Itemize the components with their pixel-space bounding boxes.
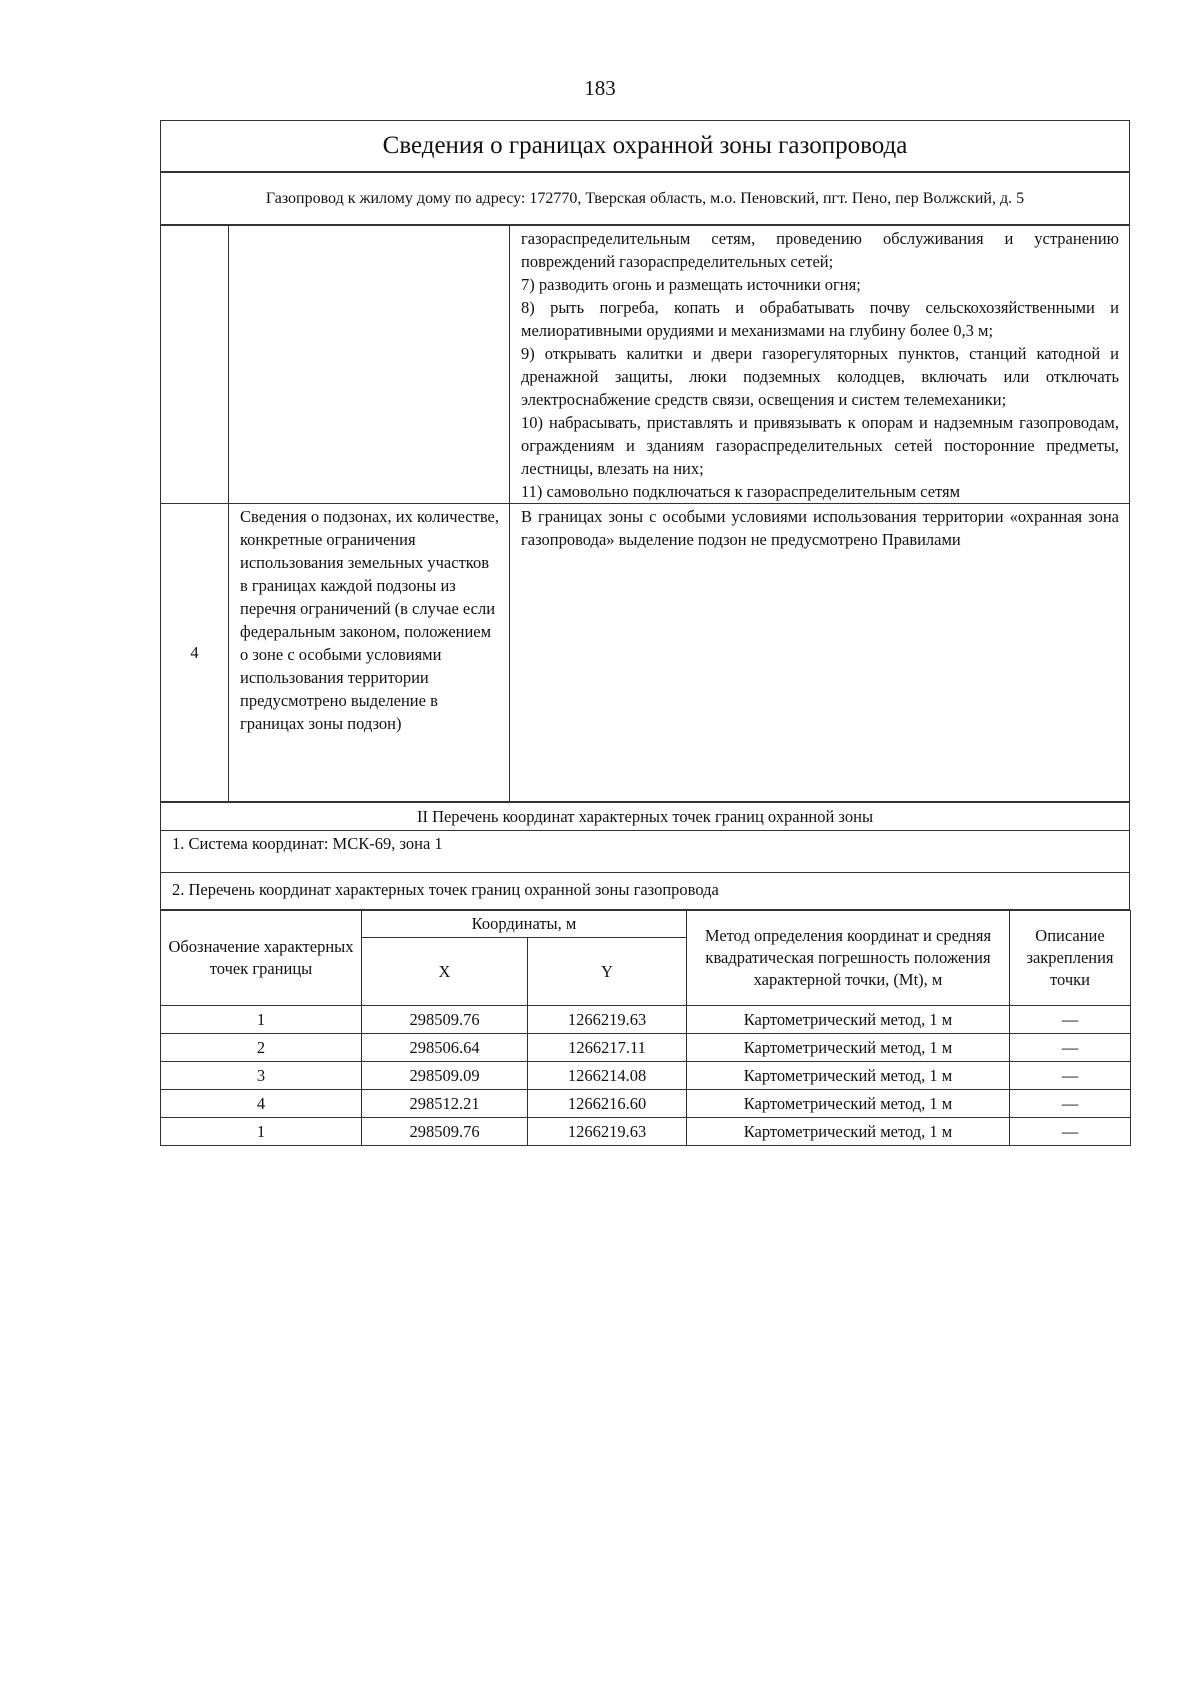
header-point: Обозначение характерных точек границы [161,911,362,1006]
subzone-row [161,504,1130,802]
method: Картометрический метод, 1 м [687,1118,1010,1146]
header-x: X [362,938,528,1006]
row-number: 4 [161,504,229,802]
header-y: Y [528,938,687,1006]
point-id: 2 [161,1034,362,1062]
method: Картометрический метод, 1 м [687,1090,1010,1118]
row-value: В границах зоны с особыми условиями использования территории «охранная зона газопровода» выделение подзон не предусмотрено Правилами [510,504,1130,802]
method: Картометрический метод, 1 м [687,1034,1010,1062]
coord-y: 1266214.08 [528,1062,687,1090]
page-number: 183 [584,76,616,100]
coord-y: 1266217.11 [528,1034,687,1062]
header-method [687,911,1010,1006]
table-row [161,1118,1131,1146]
restrictions-continuation [510,226,1130,504]
restriction-item: 7) разводить огонь и размещать источники огня; [521,275,861,294]
description: — [1010,1006,1131,1034]
header-method-text: Метод определения координат и средняя квадратическая погрешность положения характерной точки, (Mt), м [704,926,992,989]
header-row [161,911,1131,938]
section-title: II Перечень координат характерных точек границ охранной зоны [161,803,1130,831]
row-name: Сведения о подзонах, их количестве, конкретные ограничения использования земельных участков в границах каждой подзоны из перечня ограничений (в случае если федеральным законом, положением о зоне с особыми условиями использования территории предусмотрено выделение в границах зоны подзон) [229,504,510,802]
restriction-item: 10) набрасывать, приставлять и привязывать к опорам и надземным газопроводам, ограждениям и зданиям газораспределительных сетей посторонние предметы, лестницы, влезать на них; [521,413,1119,478]
coord-x: 298506.64 [362,1034,528,1062]
address-table [160,172,1130,225]
object-address: Газопровод к жилому дому по адресу: 172770, Тверская область, м.о. Пеновский, пгт. Пено, пер Волжский, д. 5 [161,173,1130,225]
restriction-item: газораспределительным сетям, проведению обслуживания и устранению повреждений газораспределительных сетей; [521,229,1119,271]
restriction-item: 9) открывать калитки и двери газорегуляторных пунктов, станций катодной и дренажной защиты, люки подземных колодцев, включать или отключать электроснабжение средств связи, освещения и систем телемеханики; [521,344,1119,409]
row-number-empty [161,226,229,504]
point-id: 4 [161,1090,362,1118]
description: — [1010,1090,1131,1118]
document-title: Сведения о границах охранной зоны газопровода [161,121,1130,172]
zone-info-sheet [160,120,1130,1146]
point-id: 1 [161,1006,362,1034]
row-name-empty [229,226,510,504]
restrictions-table [160,225,1130,802]
description: — [1010,1034,1131,1062]
coordinates-list-title: 2. Перечень координат характерных точек границ охранной зоны газопровода [161,873,1130,910]
coord-x: 298509.09 [362,1062,528,1090]
coordinates-table [160,910,1131,1146]
coord-y: 1266219.63 [528,1118,687,1146]
continuation-row [161,226,1130,504]
coord-y: 1266219.63 [528,1006,687,1034]
coordinate-system: 1. Система координат: МСК-69, зона 1 [161,831,1130,873]
point-id: 3 [161,1062,362,1090]
table-row [161,1062,1131,1090]
coord-x: 298509.76 [362,1006,528,1034]
table-row [161,1090,1131,1118]
coord-y: 1266216.60 [528,1090,687,1118]
method: Картометрический метод, 1 м [687,1006,1010,1034]
coord-x: 298509.76 [362,1118,528,1146]
coordinates-section [160,802,1130,910]
method: Картометрический метод, 1 м [687,1062,1010,1090]
restriction-item: 11) самовольно подключаться к газораспределительным сетям [521,482,961,501]
coord-x: 298512.21 [362,1090,528,1118]
header-description: Описание закрепления точки [1010,911,1131,1006]
point-id: 1 [161,1118,362,1146]
description: — [1010,1118,1131,1146]
table-row [161,1034,1131,1062]
restriction-item: 8) рыть погреба, копать и обрабатывать почву сельскохозяйственными и мелиоративными орудиями и механизмами на глубину более 0,3 м; [521,298,1119,340]
header-coords: Координаты, м [362,911,687,938]
table-row [161,1006,1131,1034]
title-table [160,120,1130,172]
description: — [1010,1062,1131,1090]
